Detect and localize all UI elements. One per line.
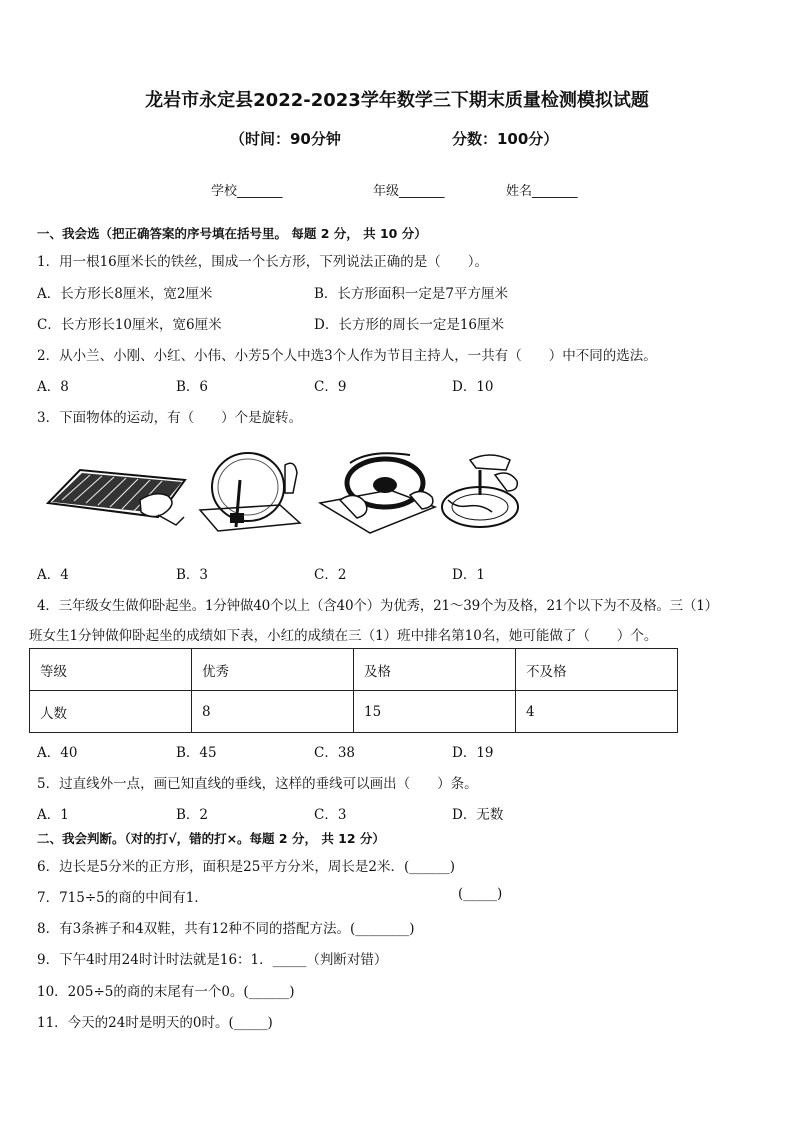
globe-image (200, 453, 300, 531)
q3-option-b: B．3 (176, 567, 209, 583)
abacus-image (48, 470, 185, 525)
q1-option-b: B．长方形面积一定是7平方厘米 (314, 286, 509, 302)
q5-option-d: D．无数 (452, 807, 504, 823)
q1-option-d: D．长方形的周长一定是16厘米 (314, 317, 505, 333)
question-8: 8．有3条裤子和4双鞋，共有12种不同的搭配方法。(________) (37, 921, 415, 937)
section-2-heading: 二、我会判断。（对的打√，错的打×。每题 2 分， 共 12 分） (37, 831, 385, 846)
question-2: 2．从小兰、小刚、小红、小伟、小芳5个人中选3个人作为节目主持人，一共有（ ）中不同的选法。 (37, 348, 657, 364)
q3-option-a: A．4 (37, 567, 69, 583)
steering-wheel-image (320, 453, 435, 533)
time-label: （时间：90分钟 (230, 130, 341, 148)
page-title: 龙岩市永定县2022-2023学年数学三下期末质量检测模拟试题 (145, 90, 649, 111)
q4-option-d: D．19 (452, 745, 494, 761)
section-1-heading: 一、我会选（把正确答案的序号填在括号里。 每题 2 分， 共 10 分） (37, 226, 427, 241)
question-7: 7．715÷5的商的中间有1． (37, 890, 208, 906)
q2-option-a: A．8 (37, 379, 69, 395)
question-4-line-2: 班女生1分钟做仰卧起坐的成绩如下表，小红的成绩在三（1）班中排名第10名，她可能做了（ ）个。 (29, 628, 658, 644)
q3-option-d: D．1 (452, 567, 485, 583)
rotation-pictures (40, 445, 530, 540)
grade-table (29, 648, 678, 733)
table-cell: 8 (192, 691, 354, 733)
question-1: 1．用一根16厘米长的铁丝，围成一个长方形，下列说法正确的是（ ）。 (37, 254, 489, 270)
table-cell: 4 (516, 691, 678, 733)
q5-option-b: B．2 (176, 807, 209, 823)
q4-option-b: B．45 (176, 745, 217, 761)
question-7-blank: (_____) (458, 886, 503, 902)
question-5: 5．过直线外一点，画已知直线的垂线，这样的垂线可以画出（ ）条。 (37, 776, 478, 792)
q4-option-a: A．40 (37, 745, 78, 761)
table-cell: 人数 (30, 691, 192, 733)
q5-option-a: A．1 (37, 807, 69, 823)
question-4-line-1: 4．三年级女生做仰卧起坐。1分钟做40个以上（含40个）为优秀，21～39个为及格，21个以下为不及格。三（1） (37, 598, 718, 614)
table-cell: 不及格 (516, 649, 678, 691)
table-cell: 等级 (30, 649, 192, 691)
question-11: 11．今天的24时是明天的0时。(_____) (37, 1015, 273, 1031)
q3-option-c: C．2 (314, 567, 347, 583)
question-6: 6．边长是5分米的正方形，面积是25平方分米，周长是2米．(______) (37, 859, 455, 875)
q2-option-d: D．10 (452, 379, 494, 395)
q2-option-b: B．6 (176, 379, 209, 395)
q1-option-c: C．长方形长10厘米，宽6厘米 (37, 317, 222, 333)
faucet-basin-image (442, 455, 518, 527)
table-row (30, 649, 678, 691)
table-cell: 15 (354, 691, 516, 733)
score-label: 分数：100分） (452, 130, 559, 148)
q2-option-c: C．9 (314, 379, 347, 395)
q4-option-c: C．38 (314, 745, 356, 761)
table-cell: 及格 (354, 649, 516, 691)
q1-option-a: A．长方形长8厘米，宽2厘米 (37, 286, 213, 302)
table-row (30, 691, 678, 733)
question-3: 3．下面物体的运动，有（ ）个是旋转。 (37, 410, 303, 426)
q5-option-c: C．3 (314, 807, 347, 823)
school-field: 学校_______ (211, 184, 283, 199)
name-field: 姓名_______ (506, 184, 578, 199)
question-9: 9．下午4时用24时计时法就是16：1．_____（判断对错） (37, 952, 388, 968)
question-10: 10．205÷5的商的末尾有一个0。(______) (37, 984, 295, 1000)
table-cell: 优秀 (192, 649, 354, 691)
grade-field: 年级_______ (373, 184, 445, 199)
